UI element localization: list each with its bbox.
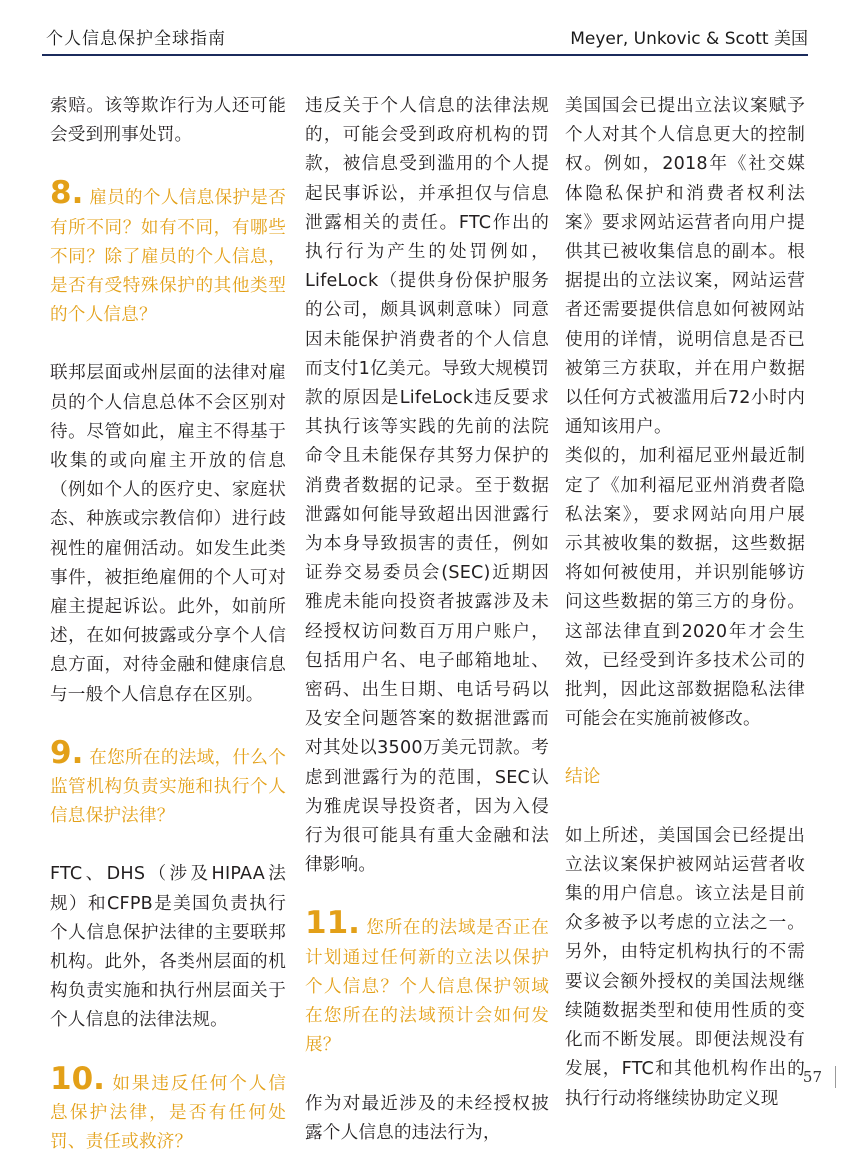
intro-paragraph: 索赔。该等欺诈行为人还可能会受到刑事处罚。 (50, 96, 286, 146)
answer-9: FTC、DHS（涉及HIPAA法规）和CFPB是美国负责执行个人信息保护法律的主要联邦机构。此外，各类州层面的机构负责实施和执行州层面关于个人信息的法律法规。 (50, 864, 286, 1031)
answer-8: 联邦层面或州层面的法律对雇员的个人信息总体不会区别对待。尽管如此，雇主不得基于收集的或向雇主开放的信息（例如个人的医疗史、家庭状态、种族或宗教信仰）进行歧视性的雇佣活动。如发生此类事件，被拒绝雇佣的个人可对雇主提起诉讼。此外，如前所述，在如何披露或分享个人信息方面，对待金融和健康信息与一般个人信息存在区别。 (50, 363, 286, 705)
column-1 (50, 92, 286, 1157)
question-11 (305, 905, 549, 1060)
answer-11-start: 作为对最近涉及的未经授权披露个人信息的违法行为， (305, 1093, 549, 1143)
question-9-text: 在您所在的法域，什么个监管机构负责实施和执行个人信息保护法律？ (50, 747, 286, 827)
question-10-number: 10. (50, 1060, 105, 1097)
question-8-text: 雇员的个人信息保护是否有所不同？如有不同，有哪些不同？除了雇员的个人信息，是否有受特殊保护的其他类型的个人信息？ (50, 188, 286, 326)
question-8 (50, 175, 286, 330)
question-9 (50, 734, 286, 832)
guide-title: 个人信息保护全球指南 (46, 29, 226, 49)
firm-country-label: Meyer, Unkovic & Scott 美国 (570, 29, 808, 49)
question-11-text: 您所在的法域是否正在计划通过任何新的立法以保护个人信息？个人信息保护领域在您所在的法域预计会如何发展？ (305, 918, 549, 1056)
header-divider (42, 54, 808, 56)
column-2 (305, 92, 549, 1148)
question-9-number: 9. (50, 734, 84, 771)
page-number: 57 (802, 1068, 822, 1086)
question-10 (50, 1060, 286, 1157)
question-8-number: 8. (50, 175, 84, 212)
column-3 (565, 92, 805, 1114)
page-header (0, 0, 850, 58)
answer-11-continued: 美国国会已提出立法议案赋予个人对其个人信息更大的控制权。例如，2018年《社交媒体隐私保护和消费者权利法案》要求网站运营者向用户提供其已被收集信息的副本。根据提出的立法议案，网站运营者还需要提供信息如何被网站使用的详情，说明信息是否已被第三方获取，并在用户数据以任何方式被滥用后72小时内通知该用户。 (565, 96, 805, 438)
page-number-divider (835, 1066, 836, 1088)
conclusion-paragraph: 如上所述，美国国会已经提出立法议案保护被网站运营者收集的用户信息。该立法是目前众多被予以考虑的立法之一。另外，由特定机构执行的不需要议会额外授权的美国法规继续随数据类型和使用性质的变化而不断发展。即便法规没有发展，FTC和其他机构作出的执行行动将继续协助定义现 (565, 825, 805, 1109)
question-10-text: 如果违反任何个人信息保护法律，是否有任何处罚、责任或救济？ (50, 1073, 286, 1153)
answer-11-california: 类似的，加利福尼亚州最近制定了《加利福尼亚州消费者隐私法案》，要求网站向用户展示其被收集的数据，这些数据将如何被使用，并识别能够访问这些数据的第三方的身份。这部法律直到2020年才会生效，已经受到许多技术公司的批判，因此这部数据隐私法律可能会在实施前被修改。 (565, 446, 805, 730)
question-11-number: 11. (305, 905, 360, 942)
conclusion-heading: 结论 (565, 767, 601, 788)
answer-10: 违反关于个人信息的法律法规的，可能会受到政府机构的罚款，被信息受到滥用的个人提起民事诉讼，并承担仅与信息泄露相关的责任。FTC作出的执行行为产生的处罚例如，LifeLock（提供身份保护服务的公司，颇具讽刺意味）同意因未能保护消费者的个人信息而支付1亿美元。导致大规模罚款的原因是LifeLock违反要求其执行该等实践的先前的法院命令且未能保存其努力保护的消费者数据的记录。至于数据泄露如何能导致超出因泄露行为本身导致损害的责任，例如证券交易委员会(SEC)近期因雅虎未能向投资者披露涉及未经授权访问数百万用户账户，包括用户名、电子邮箱地址、密码、出生日期、电话号码以及安全问题答案的数据泄露而对其处以3500万美元罚款。考虑到泄露行为的范围，SEC认为雅虎误导投资者，因为入侵行为很可能具有重大金融和法律影响。 (305, 96, 549, 876)
